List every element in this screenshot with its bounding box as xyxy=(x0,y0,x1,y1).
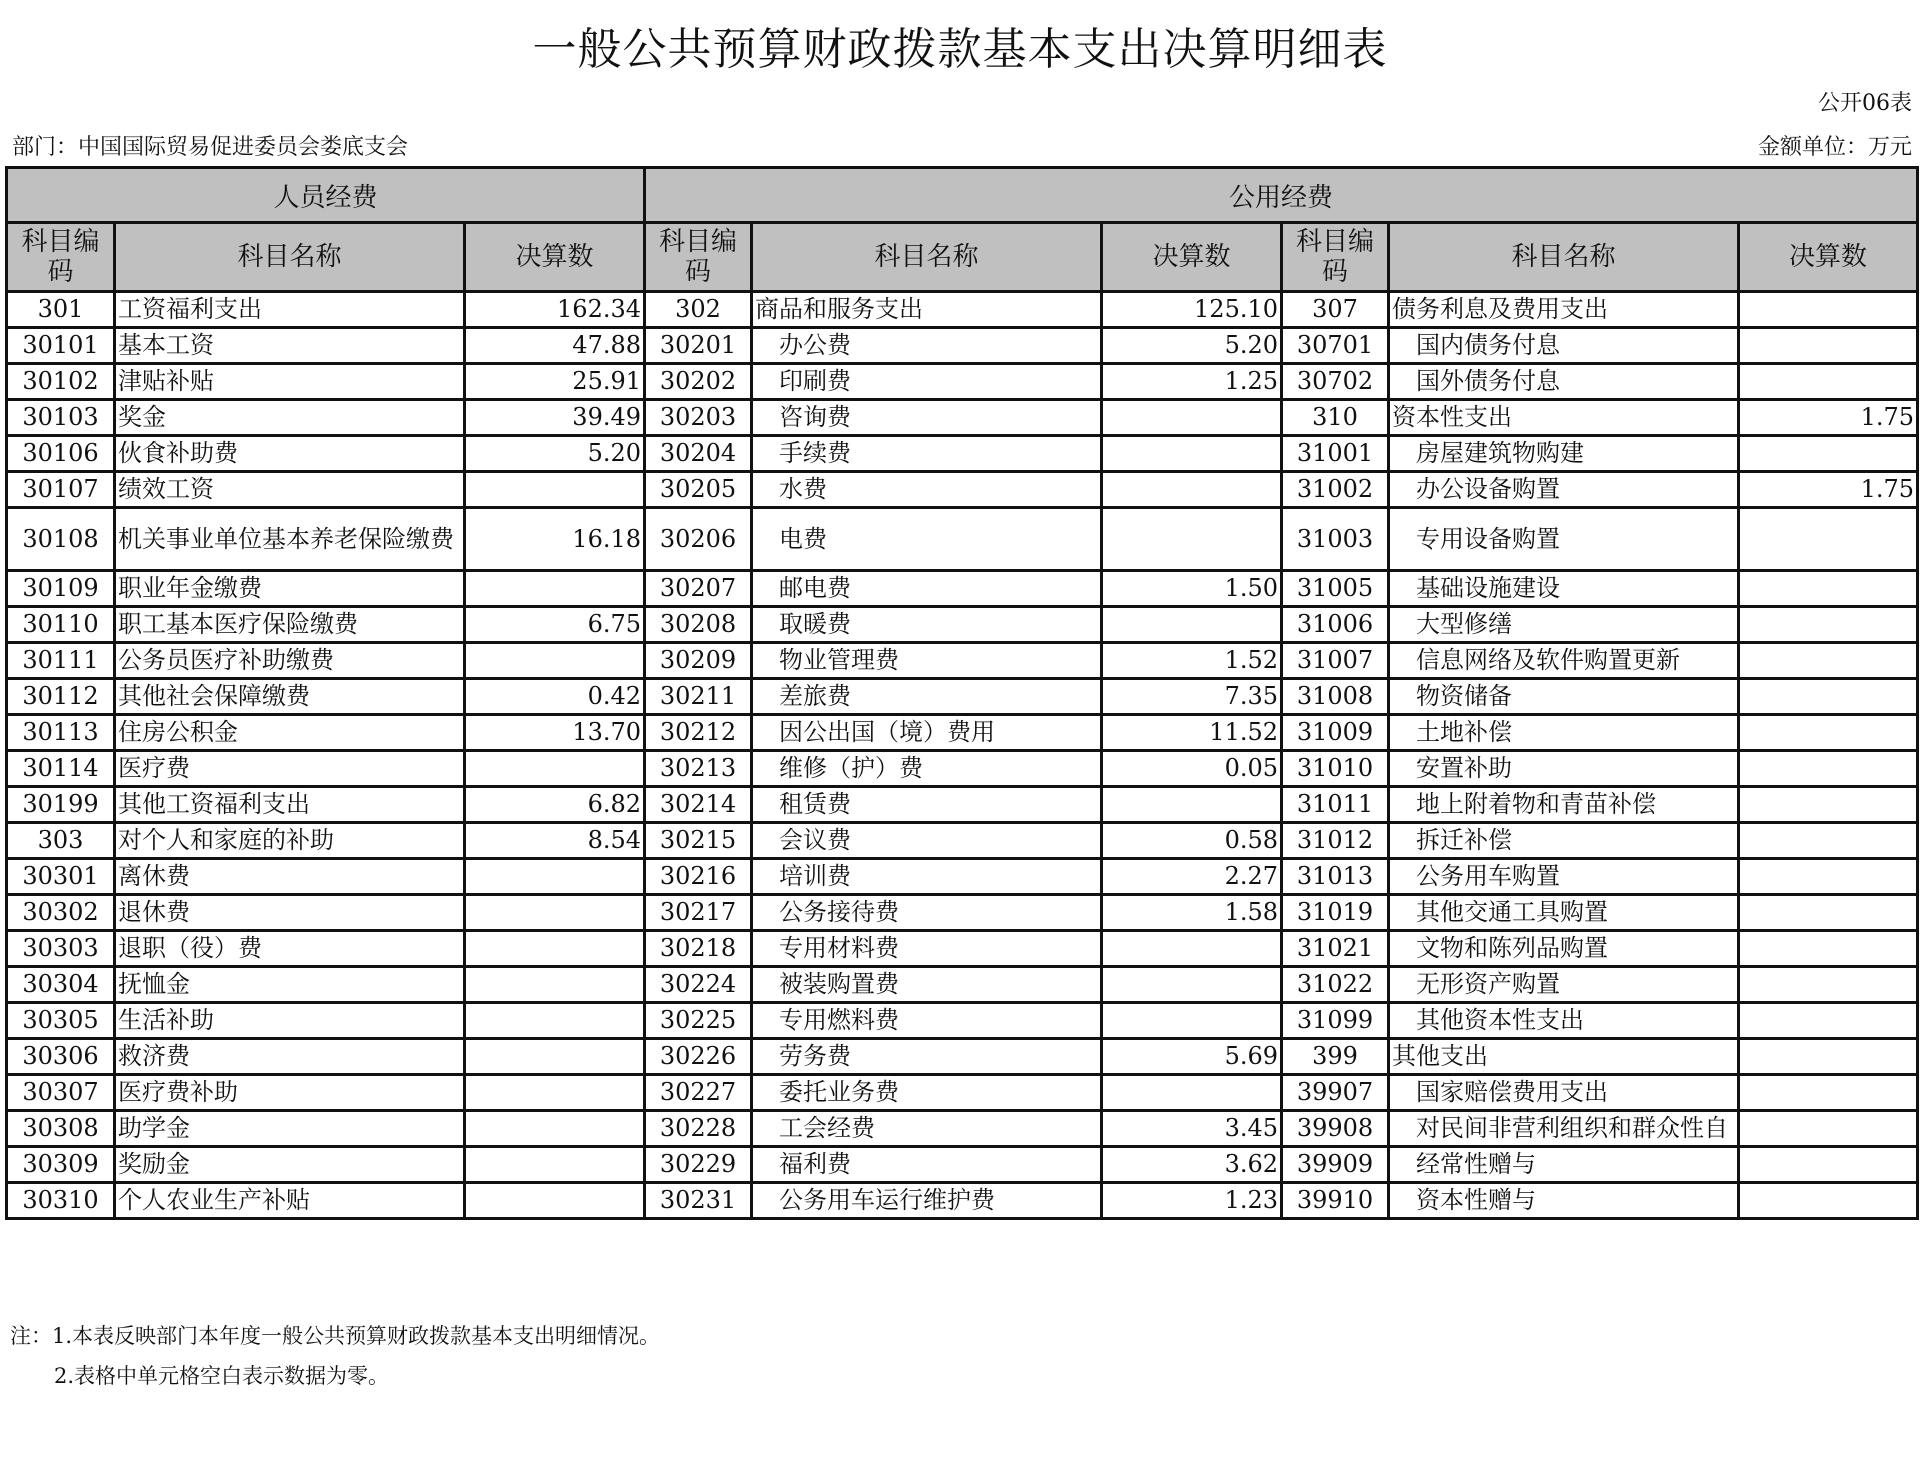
table-row xyxy=(7,508,1918,571)
subject-name: 劳务费 xyxy=(752,1039,1102,1075)
subject-name: 委托业务费 xyxy=(752,1075,1102,1111)
subject-code: 30109 xyxy=(7,571,115,607)
amount xyxy=(1739,859,1918,895)
subject-name: 伙食补助费 xyxy=(115,436,465,472)
amount: 1.23 xyxy=(1102,1183,1282,1219)
amount: 5.20 xyxy=(465,436,645,472)
amount xyxy=(1102,1003,1282,1039)
amount xyxy=(1102,1075,1282,1111)
subject-name: 办公设备购置 xyxy=(1389,472,1739,508)
amount xyxy=(1739,328,1918,364)
amount xyxy=(1102,508,1282,571)
department-label: 部门：中国国际贸易促进委员会娄底支会 xyxy=(12,135,409,160)
subject-name: 其他支出 xyxy=(1389,1039,1739,1075)
amount xyxy=(1739,364,1918,400)
note-1: 注：1.本表反映部门本年度一般公共预算财政拨款基本支出明细情况。 xyxy=(10,1324,661,1348)
table-row xyxy=(7,715,1918,751)
subject-code: 30302 xyxy=(7,895,115,931)
amount xyxy=(465,859,645,895)
subject-code: 30202 xyxy=(645,364,752,400)
subject-code: 31005 xyxy=(1282,571,1389,607)
subject-code: 30201 xyxy=(645,328,752,364)
subject-code: 30309 xyxy=(7,1147,115,1183)
amount xyxy=(465,1147,645,1183)
subject-code: 31006 xyxy=(1282,607,1389,643)
subject-name: 对民间非营利组织和群众性自 xyxy=(1389,1111,1739,1147)
unit-label: 金额单位：万元 xyxy=(1757,135,1912,160)
subject-code: 30209 xyxy=(645,643,752,679)
subject-name: 机关事业单位基本养老保险缴费 xyxy=(115,508,465,571)
amount xyxy=(1102,931,1282,967)
amount xyxy=(465,571,645,607)
amount xyxy=(1739,715,1918,751)
subject-code: 30204 xyxy=(645,436,752,472)
subject-code: 30702 xyxy=(1282,364,1389,400)
subject-name: 差旅费 xyxy=(752,679,1102,715)
amount xyxy=(1739,607,1918,643)
column-header-amount: 决算数 xyxy=(1739,223,1918,292)
subject-name: 其他工资福利支出 xyxy=(115,787,465,823)
subject-code: 30218 xyxy=(645,931,752,967)
amount: 25.91 xyxy=(465,364,645,400)
amount: 47.88 xyxy=(465,328,645,364)
subject-name: 国家赔偿费用支出 xyxy=(1389,1075,1739,1111)
subject-name: 对个人和家庭的补助 xyxy=(115,823,465,859)
amount: 1.75 xyxy=(1739,472,1918,508)
table-row xyxy=(7,400,1918,436)
table-row xyxy=(7,1147,1918,1183)
subject-code: 30701 xyxy=(1282,328,1389,364)
page-title: 一般公共预算财政拨款基本支出决算明细表 xyxy=(532,24,1388,75)
amount xyxy=(1739,1147,1918,1183)
subject-name: 奖励金 xyxy=(115,1147,465,1183)
amount: 1.50 xyxy=(1102,571,1282,607)
amount xyxy=(1739,292,1918,328)
subject-name: 绩效工资 xyxy=(115,472,465,508)
amount xyxy=(1102,607,1282,643)
subject-code: 30110 xyxy=(7,607,115,643)
subject-code: 39909 xyxy=(1282,1147,1389,1183)
amount: 13.70 xyxy=(465,715,645,751)
subject-name: 医疗费 xyxy=(115,751,465,787)
subject-name: 专用材料费 xyxy=(752,931,1102,967)
notes xyxy=(10,1316,660,1396)
subject-name: 无形资产购置 xyxy=(1389,967,1739,1003)
amount: 1.75 xyxy=(1739,400,1918,436)
column-header-code: 科目编码 xyxy=(1282,223,1389,292)
amount: 3.45 xyxy=(1102,1111,1282,1147)
subject-name: 电费 xyxy=(752,508,1102,571)
subject-code: 31099 xyxy=(1282,1003,1389,1039)
subject-code: 31002 xyxy=(1282,472,1389,508)
subject-code: 30305 xyxy=(7,1003,115,1039)
subject-code: 31019 xyxy=(1282,895,1389,931)
table-row xyxy=(7,643,1918,679)
subject-name: 专用燃料费 xyxy=(752,1003,1102,1039)
subject-code: 30307 xyxy=(7,1075,115,1111)
subject-code: 31001 xyxy=(1282,436,1389,472)
amount xyxy=(465,967,645,1003)
amount: 0.58 xyxy=(1102,823,1282,859)
subject-code: 30199 xyxy=(7,787,115,823)
amount: 6.75 xyxy=(465,607,645,643)
amount: 2.27 xyxy=(1102,859,1282,895)
subject-name: 租赁费 xyxy=(752,787,1102,823)
table-row xyxy=(7,679,1918,715)
subject-name: 公务员医疗补助缴费 xyxy=(115,643,465,679)
column-header-amount: 决算数 xyxy=(1102,223,1282,292)
subject-code: 30301 xyxy=(7,859,115,895)
amount xyxy=(465,643,645,679)
table-row xyxy=(7,1075,1918,1111)
amount xyxy=(1739,787,1918,823)
subject-name: 安置补助 xyxy=(1389,751,1739,787)
amount xyxy=(1739,1039,1918,1075)
subject-code: 39910 xyxy=(1282,1183,1389,1219)
subject-code: 39907 xyxy=(1282,1075,1389,1111)
amount: 5.20 xyxy=(1102,328,1282,364)
column-header-name: 科目名称 xyxy=(115,223,465,292)
subject-code: 31007 xyxy=(1282,643,1389,679)
amount: 8.54 xyxy=(465,823,645,859)
subject-name: 助学金 xyxy=(115,1111,465,1147)
table-row xyxy=(7,1183,1918,1219)
subject-code: 30102 xyxy=(7,364,115,400)
amount xyxy=(1739,1003,1918,1039)
subject-name: 福利费 xyxy=(752,1147,1102,1183)
subject-name: 抚恤金 xyxy=(115,967,465,1003)
subject-name: 离休费 xyxy=(115,859,465,895)
amount: 1.25 xyxy=(1102,364,1282,400)
subject-code: 30214 xyxy=(645,787,752,823)
subject-code: 303 xyxy=(7,823,115,859)
subject-name: 奖金 xyxy=(115,400,465,436)
subject-code: 30206 xyxy=(645,508,752,571)
subject-code: 30303 xyxy=(7,931,115,967)
table-row xyxy=(7,571,1918,607)
subject-name: 工会经费 xyxy=(752,1111,1102,1147)
table-row xyxy=(7,436,1918,472)
subject-code: 31008 xyxy=(1282,679,1389,715)
subject-code: 30228 xyxy=(645,1111,752,1147)
amount xyxy=(1102,967,1282,1003)
subject-name: 因公出国（境）费用 xyxy=(752,715,1102,751)
subject-code: 31012 xyxy=(1282,823,1389,859)
table-row xyxy=(7,895,1918,931)
table-row xyxy=(7,859,1918,895)
subject-code: 30203 xyxy=(645,400,752,436)
subject-name: 国内债务付息 xyxy=(1389,328,1739,364)
table-row xyxy=(7,364,1918,400)
note-2: 2.表格中单元格空白表示数据为零。 xyxy=(54,1364,390,1388)
subject-name: 咨询费 xyxy=(752,400,1102,436)
subject-name: 资本性赠与 xyxy=(1389,1183,1739,1219)
subject-code: 30308 xyxy=(7,1111,115,1147)
amount xyxy=(1739,643,1918,679)
subject-name: 其他交通工具购置 xyxy=(1389,895,1739,931)
subject-code: 30306 xyxy=(7,1039,115,1075)
subject-name: 资本性支出 xyxy=(1389,400,1739,436)
subject-name: 专用设备购置 xyxy=(1389,508,1739,571)
table-row xyxy=(7,472,1918,508)
subject-code: 30225 xyxy=(645,1003,752,1039)
amount: 7.35 xyxy=(1102,679,1282,715)
subject-name: 救济费 xyxy=(115,1039,465,1075)
column-header-amount: 决算数 xyxy=(465,223,645,292)
subject-name: 水费 xyxy=(752,472,1102,508)
amount xyxy=(1739,679,1918,715)
table-row xyxy=(7,607,1918,643)
subject-name: 取暖费 xyxy=(752,607,1102,643)
subject-name: 生活补助 xyxy=(115,1003,465,1039)
subject-code: 30304 xyxy=(7,967,115,1003)
subject-code: 31009 xyxy=(1282,715,1389,751)
subject-code: 31013 xyxy=(1282,859,1389,895)
subject-code: 30211 xyxy=(645,679,752,715)
amount: 0.42 xyxy=(465,679,645,715)
subject-name: 住房公积金 xyxy=(115,715,465,751)
subject-name: 个人农业生产补贴 xyxy=(115,1183,465,1219)
subject-code: 30229 xyxy=(645,1147,752,1183)
subject-name: 其他社会保障缴费 xyxy=(115,679,465,715)
subject-code: 30208 xyxy=(645,607,752,643)
amount xyxy=(465,472,645,508)
amount xyxy=(1739,508,1918,571)
subject-code: 399 xyxy=(1282,1039,1389,1075)
amount: 16.18 xyxy=(465,508,645,571)
subject-name: 维修（护）费 xyxy=(752,751,1102,787)
subject-code: 30215 xyxy=(645,823,752,859)
amount xyxy=(465,1003,645,1039)
subject-name: 印刷费 xyxy=(752,364,1102,400)
subject-name: 物业管理费 xyxy=(752,643,1102,679)
subject-name: 拆迁补偿 xyxy=(1389,823,1739,859)
column-header-name: 科目名称 xyxy=(1389,223,1739,292)
table-row xyxy=(7,967,1918,1003)
subject-code: 30113 xyxy=(7,715,115,751)
amount xyxy=(1739,823,1918,859)
subject-code: 30101 xyxy=(7,328,115,364)
table-row xyxy=(7,328,1918,364)
amount xyxy=(465,1075,645,1111)
subject-name: 培训费 xyxy=(752,859,1102,895)
subject-code: 30207 xyxy=(645,571,752,607)
table-row xyxy=(7,1039,1918,1075)
amount: 1.52 xyxy=(1102,643,1282,679)
subject-code: 307 xyxy=(1282,292,1389,328)
subject-code: 30205 xyxy=(645,472,752,508)
subject-code: 30108 xyxy=(7,508,115,571)
table-row xyxy=(7,823,1918,859)
subject-name: 医疗费补助 xyxy=(115,1075,465,1111)
subject-name: 津贴补贴 xyxy=(115,364,465,400)
subject-code: 30107 xyxy=(7,472,115,508)
subject-name: 会议费 xyxy=(752,823,1102,859)
subject-code: 39908 xyxy=(1282,1111,1389,1147)
amount: 0.05 xyxy=(1102,751,1282,787)
subject-name: 退职（役）费 xyxy=(115,931,465,967)
amount xyxy=(1102,436,1282,472)
amount xyxy=(1739,571,1918,607)
subject-code: 30111 xyxy=(7,643,115,679)
subject-name: 地上附着物和青苗补偿 xyxy=(1389,787,1739,823)
subject-name: 职工基本医疗保险缴费 xyxy=(115,607,465,643)
subject-name: 公务用车运行维护费 xyxy=(752,1183,1102,1219)
subject-name: 国外债务付息 xyxy=(1389,364,1739,400)
subject-code: 310 xyxy=(1282,400,1389,436)
form-number: 公开06表 xyxy=(1818,91,1912,116)
amount: 3.62 xyxy=(1102,1147,1282,1183)
subject-code: 30213 xyxy=(645,751,752,787)
subject-name: 物资储备 xyxy=(1389,679,1739,715)
column-header-code: 科目编码 xyxy=(645,223,752,292)
subject-code: 31021 xyxy=(1282,931,1389,967)
amount: 1.58 xyxy=(1102,895,1282,931)
amount xyxy=(1739,1075,1918,1111)
subject-name: 手续费 xyxy=(752,436,1102,472)
amount xyxy=(465,931,645,967)
expenditure-table xyxy=(5,166,1919,1220)
amount xyxy=(1739,436,1918,472)
subject-name: 大型修缮 xyxy=(1389,607,1739,643)
amount xyxy=(465,895,645,931)
amount xyxy=(1739,1111,1918,1147)
subject-name: 公务用车购置 xyxy=(1389,859,1739,895)
subject-name: 文物和陈列品购置 xyxy=(1389,931,1739,967)
amount: 11.52 xyxy=(1102,715,1282,751)
table-row xyxy=(7,1003,1918,1039)
subject-code: 302 xyxy=(645,292,752,328)
subject-code: 30212 xyxy=(645,715,752,751)
amount xyxy=(1739,751,1918,787)
table-row xyxy=(7,787,1918,823)
subject-name: 房屋建筑物购建 xyxy=(1389,436,1739,472)
subject-name: 被装购置费 xyxy=(752,967,1102,1003)
amount: 162.34 xyxy=(465,292,645,328)
subject-code: 30227 xyxy=(645,1075,752,1111)
amount xyxy=(465,751,645,787)
group-header-public: 公用经费 xyxy=(645,168,1918,223)
amount xyxy=(1739,931,1918,967)
subject-name: 土地补偿 xyxy=(1389,715,1739,751)
amount: 5.69 xyxy=(1102,1039,1282,1075)
subject-name: 经常性赠与 xyxy=(1389,1147,1739,1183)
subject-name: 基础设施建设 xyxy=(1389,571,1739,607)
subject-code: 30106 xyxy=(7,436,115,472)
subject-name: 工资福利支出 xyxy=(115,292,465,328)
amount: 39.49 xyxy=(465,400,645,436)
subject-code: 30231 xyxy=(645,1183,752,1219)
subject-name: 基本工资 xyxy=(115,328,465,364)
column-header-name: 科目名称 xyxy=(752,223,1102,292)
subject-code: 30217 xyxy=(645,895,752,931)
subject-code: 30310 xyxy=(7,1183,115,1219)
subject-code: 30224 xyxy=(645,967,752,1003)
table-row xyxy=(7,1111,1918,1147)
amount xyxy=(1739,1183,1918,1219)
subject-name: 信息网络及软件购置更新 xyxy=(1389,643,1739,679)
amount xyxy=(1102,787,1282,823)
table-row xyxy=(7,292,1918,328)
amount xyxy=(1102,472,1282,508)
subject-name: 债务利息及费用支出 xyxy=(1389,292,1739,328)
group-header-personnel: 人员经费 xyxy=(7,168,645,223)
subject-name: 其他资本性支出 xyxy=(1389,1003,1739,1039)
subject-code: 30103 xyxy=(7,400,115,436)
table-row xyxy=(7,751,1918,787)
subject-name: 邮电费 xyxy=(752,571,1102,607)
subject-name: 办公费 xyxy=(752,328,1102,364)
subject-name: 退休费 xyxy=(115,895,465,931)
subject-code: 31003 xyxy=(1282,508,1389,571)
subject-code: 30226 xyxy=(645,1039,752,1075)
amount xyxy=(1739,967,1918,1003)
subject-name: 职业年金缴费 xyxy=(115,571,465,607)
subject-code: 30216 xyxy=(645,859,752,895)
subject-code: 30112 xyxy=(7,679,115,715)
amount xyxy=(1102,400,1282,436)
amount: 125.10 xyxy=(1102,292,1282,328)
subject-code: 30114 xyxy=(7,751,115,787)
amount xyxy=(465,1183,645,1219)
column-header-code: 科目编码 xyxy=(7,223,115,292)
subject-name: 商品和服务支出 xyxy=(752,292,1102,328)
subject-code: 31010 xyxy=(1282,751,1389,787)
amount xyxy=(465,1111,645,1147)
amount xyxy=(1739,895,1918,931)
amount: 6.82 xyxy=(465,787,645,823)
subject-code: 31022 xyxy=(1282,967,1389,1003)
table-row xyxy=(7,931,1918,967)
subject-name: 公务接待费 xyxy=(752,895,1102,931)
subject-code: 31011 xyxy=(1282,787,1389,823)
subject-code: 301 xyxy=(7,292,115,328)
amount xyxy=(465,1039,645,1075)
